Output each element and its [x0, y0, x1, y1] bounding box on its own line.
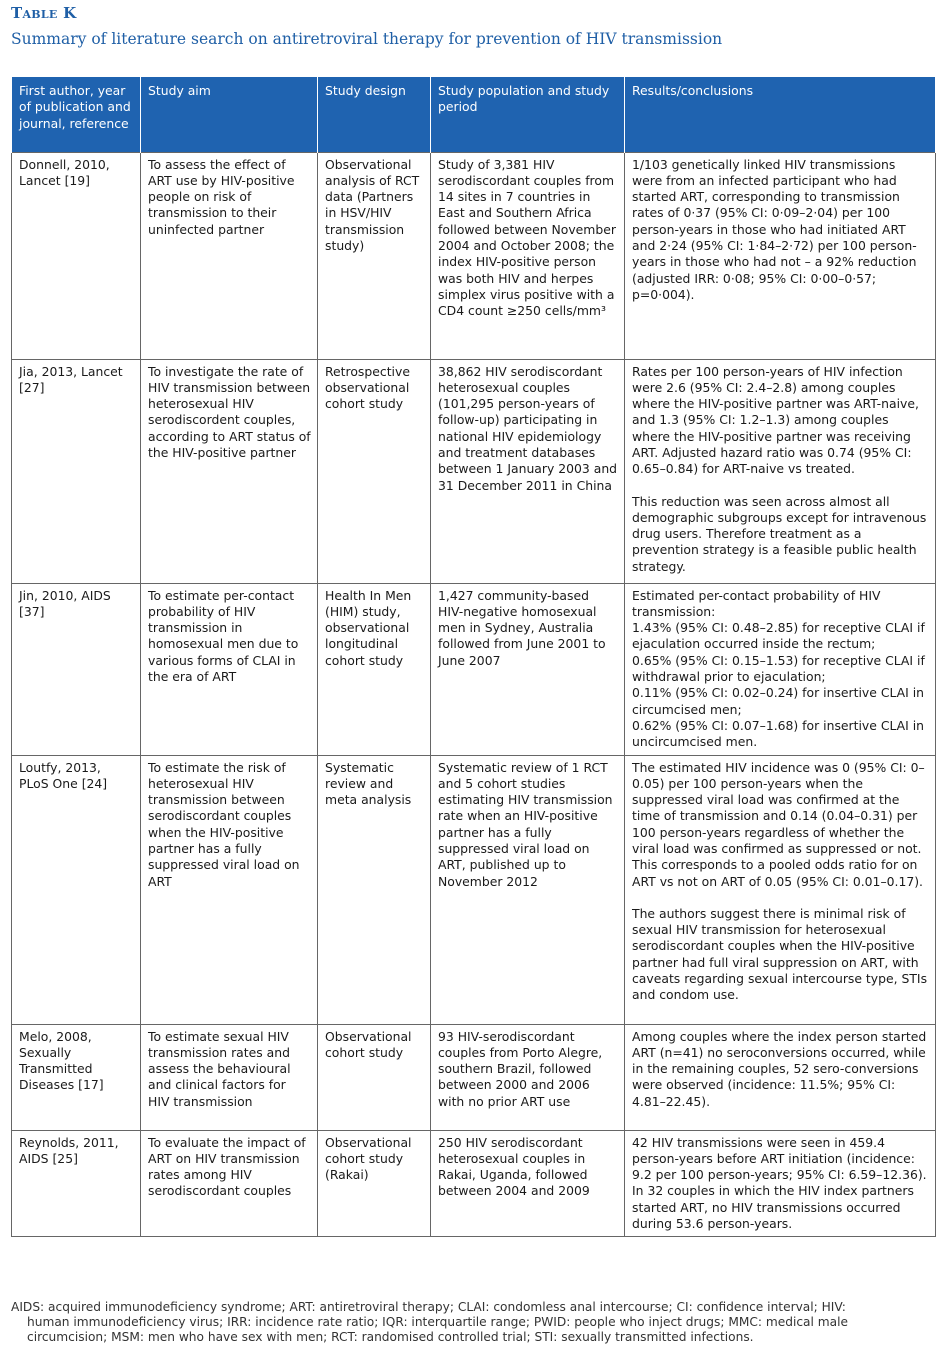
result-line: 0.62% (95% CI: 0.07–1.68) for insertive CLAI in uncircumcised men.	[632, 717, 925, 750]
result-paragraph: Rates per 100 person-years of HIV infection were 2.6 (95% CI: 2.4–2.8) among couples where the HIV-positive partner was ART-naive, and 1.3 (95% CI: 1.2–1.3) among couples where the HIV-positive partner was receiving ART. Adjusted hazard ratio was 0.74 (95% CI: 0.65–0.84) for ART-naive vs treated.	[632, 363, 919, 477]
cell-results	[625, 1130, 936, 1237]
footnote-line: human immunodeficiency virus; IRR: incidence rate ratio; IQR: interquartile range; PWID: people who inject drugs; MMC: medical male	[27, 1315, 849, 1329]
table-row	[12, 1130, 936, 1237]
result-line: 0.65% (95% CI: 0.15–1.53) for receptive CLAI if withdrawal prior to ejaculation;	[632, 652, 925, 684]
table-header-row	[12, 77, 936, 152]
result-paragraph: The estimated HIV incidence was 0 (95% CI: 0–0.05) per 100 person-years when the suppressed viral load was confirmed at the time of transmission and 0.14 (0.04–0.31) per 100 person-years regardless of whether the viral load was confirmed as suppressed or not. This corresponds to a pooled odds ratio for on ART vs not on ART of 0.05 (95% CI: 0.01–0.17).	[632, 759, 925, 889]
literature-table	[11, 77, 936, 1237]
cell-aim: To investigate the rate of HIV transmission between heterosexual HIV serodiscordent couples, according to ART status of the HIV-positive partner	[141, 359, 318, 583]
table-label: Table K	[11, 4, 77, 22]
cell-design: Systematic review and meta analysis	[318, 755, 431, 1024]
cell-design: Observational analysis of RCT data (Partners in HSV/HIV transmission study)	[318, 152, 431, 359]
table-row	[12, 152, 936, 359]
table-row	[12, 1024, 936, 1130]
cell-author: Jin, 2010, AIDS [37]	[12, 583, 141, 755]
result-paragraph: 42 HIV transmissions were seen in 459.4 person-years before ART initiation (incidence: 9.2 per 100 person-years; 95% CI: 6.59–12.36). In 32 couples in which the HIV index partners started ART, no HIV transmissions occurred during 53.6 person-years.	[632, 1134, 927, 1231]
column-header-population: Study population and study period	[431, 77, 625, 152]
result-paragraph: This reduction was seen across almost all demographic subgroups except for intravenous drug users. Therefore treatment as a prevention strategy is a feasible public health strategy.	[632, 493, 927, 574]
cell-aim: To estimate per-contact probability of HIV transmission in homosexual men due to various forms of CLAI in the era of ART	[141, 583, 318, 755]
cell-results	[625, 152, 936, 359]
cell-author: Reynolds, 2011, AIDS [25]	[12, 1130, 141, 1237]
cell-population: 1,427 community-based HIV-negative homosexual men in Sydney, Australia followed from June 2001 to June 2007	[431, 583, 625, 755]
cell-population: Study of 3,381 HIV serodiscordant couples from 14 sites in 7 countries in East and Southern Africa followed between November 2004 and October 2008; the index HIV-positive person was both HIV and herpes simplex virus positive with a CD4 count ≥250 cells/mm³	[431, 152, 625, 359]
table-row	[12, 359, 936, 583]
column-header-results: Results/conclusions	[625, 77, 936, 152]
footnote-line: circumcision; MSM: men who have sex with men; RCT: randomised controlled trial; STI: sexually transmitted infections.	[27, 1330, 754, 1344]
cell-design: Retrospective observational cohort study	[318, 359, 431, 583]
column-header-design: Study design	[318, 77, 431, 152]
cell-aim: To evaluate the impact of ART on HIV transmission rates among HIV serodiscordant couples	[141, 1130, 318, 1237]
result-paragraph: The authors suggest there is minimal risk of sexual HIV transmission for heterosexual serodiscordant couples when the HIV-positive partner had full viral suppression on ART, with caveats regarding sexual intercourse type, STIs and condom use.	[632, 905, 928, 1003]
cell-results	[625, 1024, 936, 1130]
cell-author: Loutfy, 2013, PLoS One [24]	[12, 755, 141, 1024]
column-header-aim: Study aim	[141, 77, 318, 152]
abbreviations-footnote	[11, 1300, 931, 1345]
cell-results	[625, 755, 936, 1024]
result-line: 1.43% (95% CI: 0.48–2.85) for receptive CLAI if ejaculation occurred inside the rectum;	[632, 620, 925, 652]
table-row	[12, 755, 936, 1024]
result-line: 0.11% (95% CI: 0.02–0.24) for insertive CLAI in circumcised men;	[632, 685, 925, 717]
cell-author: Jia, 2013, Lancet [27]	[12, 359, 141, 583]
footnote-line: AIDS: acquired immunodeficiency syndrome; ART: antiretroviral therapy; CLAI: condomless anal intercourse; CI: confidence interval; HIV:	[11, 1300, 846, 1314]
result-paragraph: Among couples where the index person started ART (n=41) no seroconversions occurred, while in the remaining couples, 52 sero-conversions were observed (incidence: 11.5%; 95% CI: 4.81–22.45).	[632, 1028, 927, 1109]
cell-population: 93 HIV-serodiscordant couples from Porto Alegre, southern Brazil, followed between 2000 and 2006 with no prior ART use	[431, 1024, 625, 1130]
cell-population: 250 HIV serodiscordant heterosexual couples in Rakai, Uganda, followed between 2004 and 2009	[431, 1130, 625, 1237]
cell-results	[625, 583, 936, 755]
cell-author: Donnell, 2010, Lancet [19]	[12, 152, 141, 359]
cell-aim: To assess the effect of ART use by HIV-positive people on risk of transmission to their uninfected partner	[141, 152, 318, 359]
cell-aim: To estimate sexual HIV transmission rates and assess the behavioural and clinical factors for HIV transmission	[141, 1024, 318, 1130]
cell-design: Health In Men (HIM) study, observational longitudinal cohort study	[318, 583, 431, 755]
cell-author: Melo, 2008, Sexually Transmitted Diseases [17]	[12, 1024, 141, 1130]
cell-aim: To estimate the risk of heterosexual HIV transmission between serodiscordant couples when the HIV-positive partner has a fully suppressed viral load on ART	[141, 755, 318, 1024]
cell-design: Observational cohort study (Rakai)	[318, 1130, 431, 1237]
cell-design: Observational cohort study	[318, 1024, 431, 1130]
column-header-author: First author, year of publication and journal, reference	[12, 77, 141, 152]
cell-population: Systematic review of 1 RCT and 5 cohort studies estimating HIV transmission rate when an HIV-positive partner has a fully suppressed viral load on ART, published up to November 2012	[431, 755, 625, 1024]
cell-population: 38,862 HIV serodiscordant heterosexual couples (101,295 person-years of follow-up) participating in national HIV epidemiology and treatment databases between 1 January 2003 and 31 December 2011 in China	[431, 359, 625, 583]
result-line: Estimated per-contact probability of HIV transmission:	[632, 587, 881, 619]
table-title: Summary of literature search on antiretroviral therapy for prevention of HIV transmission	[11, 30, 723, 48]
cell-results	[625, 359, 936, 583]
result-paragraph: 1/103 genetically linked HIV transmissions were from an infected participant who had started ART, corresponding to transmission rates of 0·37 (95% CI: 0·09–2·04) per 100 person-years in those who had initiated ART and 2·24 (95% CI: 1·84–2·72) per 100 person-years in those who had not – a 92% reduction (adjusted IRR: 0·08; 95% CI: 0·00–0·57; p=0·004).	[632, 156, 917, 302]
table-row	[12, 583, 936, 755]
